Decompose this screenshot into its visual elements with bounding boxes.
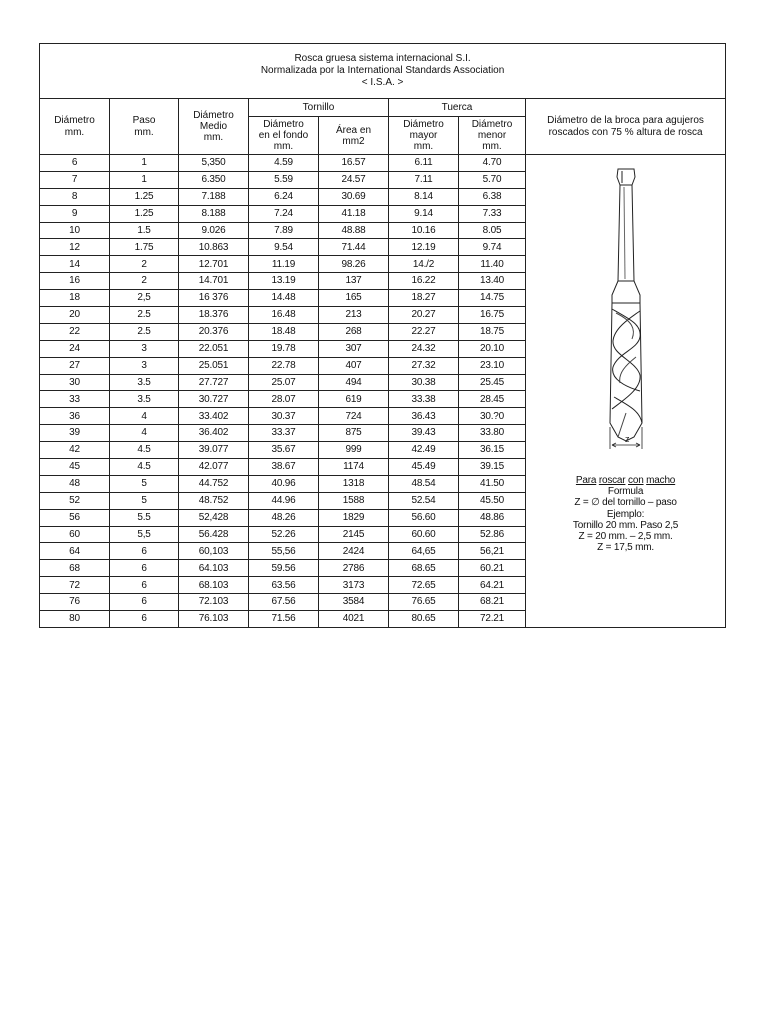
table-cell: 8	[40, 188, 110, 205]
table-cell: 52.26	[249, 526, 319, 543]
table-cell: 16 376	[179, 290, 249, 307]
table-cell: 14.48	[249, 290, 319, 307]
tapping-note	[526, 475, 725, 553]
table-cell: 875	[319, 425, 389, 442]
table-cell: 24	[40, 340, 110, 357]
table-cell: 2145	[319, 526, 389, 543]
table-cell: 36.15	[459, 442, 526, 459]
table-cell: 619	[319, 391, 389, 408]
table-cell: 18.48	[249, 323, 319, 340]
table-cell: 1.25	[110, 205, 179, 222]
table-cell: 80.65	[389, 611, 459, 628]
title-line-1: Rosca gruesa sistema internacional S.I.	[294, 53, 471, 64]
table-cell: 16.75	[459, 307, 526, 324]
table-cell: 55,56	[249, 543, 319, 560]
example-label: Ejemplo:	[606, 508, 645, 520]
table-cell: 2,5	[110, 290, 179, 307]
table-cell: 5.5	[110, 509, 179, 526]
table-cell: 33.38	[389, 391, 459, 408]
table-cell: 98.26	[319, 256, 389, 273]
table-cell: 16.22	[389, 273, 459, 290]
table-cell: 18.75	[459, 323, 526, 340]
table-cell: 4.5	[110, 459, 179, 476]
table-cell: 6.24	[249, 188, 319, 205]
table-cell: 1	[110, 155, 179, 172]
table-cell: 68.103	[179, 577, 249, 594]
table-cell: 9	[40, 205, 110, 222]
table-cell: 28.07	[249, 391, 319, 408]
header-diametro-menor: Diámetro menor mm.	[459, 117, 526, 155]
example-line-3: Z = 17,5 mm.	[597, 542, 654, 554]
example-line-2: Z = 20 mm. – 2,5 mm.	[578, 531, 673, 543]
header-paso: Paso mm.	[110, 99, 179, 155]
table-cell: 42.077	[179, 459, 249, 476]
table-cell: 3	[110, 357, 179, 374]
header-diametro-mayor: Diámetro mayor mm.	[389, 117, 459, 155]
table-cell: 44.752	[179, 475, 249, 492]
table-cell: 30.69	[319, 188, 389, 205]
table-cell: 1588	[319, 492, 389, 509]
table-cell: 3584	[319, 594, 389, 611]
formula: Z = ∅ del tornillo – paso	[574, 497, 677, 509]
table-cell: 137	[319, 273, 389, 290]
table-cell: 14.701	[179, 273, 249, 290]
drill-dimension-label: z	[624, 434, 629, 444]
table-cell: 307	[319, 340, 389, 357]
table-cell: 39.15	[459, 459, 526, 476]
table-cell: 8.05	[459, 222, 526, 239]
table-cell: 22.051	[179, 340, 249, 357]
title-line-3: < I.S.A. >	[361, 77, 404, 88]
table-cell: 18.376	[179, 307, 249, 324]
table-cell: 39.43	[389, 425, 459, 442]
table-cell: 5	[110, 492, 179, 509]
table-cell: 16	[40, 273, 110, 290]
table-cell: 724	[319, 408, 389, 425]
table-cell: 63.56	[249, 577, 319, 594]
table-cell: 71.56	[249, 611, 319, 628]
table-cell: 7	[40, 171, 110, 188]
table-cell: 4.59	[249, 155, 319, 172]
table-cell: 7.33	[459, 205, 526, 222]
header-tuerca: Tuerca	[389, 99, 526, 117]
table-cell: 30.?0	[459, 408, 526, 425]
table-cell: 6	[110, 611, 179, 628]
table-cell: 22.78	[249, 357, 319, 374]
table-cell: 22.27	[389, 323, 459, 340]
table-cell: 48.86	[459, 509, 526, 526]
table-cell: 36.402	[179, 425, 249, 442]
table-cell: 68.65	[389, 560, 459, 577]
table-cell: 2424	[319, 543, 389, 560]
table-cell: 7.89	[249, 222, 319, 239]
table-cell: 1318	[319, 475, 389, 492]
table-cell: 60.21	[459, 560, 526, 577]
table-cell: 27.32	[389, 357, 459, 374]
table-cell: 48.88	[319, 222, 389, 239]
table-cell: 14.75	[459, 290, 526, 307]
table-cell: 10.863	[179, 239, 249, 256]
table-cell: 10.16	[389, 222, 459, 239]
table-cell: 6	[110, 577, 179, 594]
table-cell: 45.49	[389, 459, 459, 476]
table-cell: 1.25	[110, 188, 179, 205]
table-cell: 33	[40, 391, 110, 408]
table-cell: 6	[110, 594, 179, 611]
table-cell: 8.188	[179, 205, 249, 222]
table-cell: 72	[40, 577, 110, 594]
table-cell: 72.21	[459, 611, 526, 628]
table-cell: 36	[40, 408, 110, 425]
header-area: Área en mm2	[319, 117, 389, 155]
table-cell: 38.67	[249, 459, 319, 476]
table-cell: 3	[110, 340, 179, 357]
table-cell: 1.75	[110, 239, 179, 256]
table-cell: 23.10	[459, 357, 526, 374]
table-cell: 3173	[319, 577, 389, 594]
header-diametro-medio: Diámetro Medio mm.	[179, 99, 249, 155]
table-cell: 42	[40, 442, 110, 459]
table-cell: 52	[40, 492, 110, 509]
table-cell: 2	[110, 256, 179, 273]
note-heading: Para roscar con macho	[575, 475, 676, 486]
table-cell: 56,21	[459, 543, 526, 560]
table-cell: 13.40	[459, 273, 526, 290]
table-cell: 30.38	[389, 374, 459, 391]
table-cell: 60,103	[179, 543, 249, 560]
table-cell: 30.37	[249, 408, 319, 425]
table-cell: 4.5	[110, 442, 179, 459]
table-cell: 41.18	[319, 205, 389, 222]
table-cell: 8.14	[389, 188, 459, 205]
table-cell: 14	[40, 256, 110, 273]
table-cell: 13.19	[249, 273, 319, 290]
table-cell: 4.70	[459, 155, 526, 172]
header-diametro-fondo: Diámetro en el fondo mm.	[249, 117, 319, 155]
table-cell: 213	[319, 307, 389, 324]
table-cell: 20.376	[179, 323, 249, 340]
table-cell: 64,65	[389, 543, 459, 560]
table-cell: 16.57	[319, 155, 389, 172]
table-cell: 3.5	[110, 391, 179, 408]
table-title	[40, 44, 726, 99]
table-cell: 5,350	[179, 155, 249, 172]
table-cell: 12.701	[179, 256, 249, 273]
table-cell: 25.051	[179, 357, 249, 374]
table-cell: 1829	[319, 509, 389, 526]
table-cell: 40.96	[249, 475, 319, 492]
table-cell: 33.80	[459, 425, 526, 442]
table-cell: 2.5	[110, 307, 179, 324]
table-cell: 6.350	[179, 171, 249, 188]
table-cell: 48	[40, 475, 110, 492]
table-cell: 72.65	[389, 577, 459, 594]
table-cell: 4021	[319, 611, 389, 628]
table-cell: 52.86	[459, 526, 526, 543]
table-cell: 268	[319, 323, 389, 340]
formula-label: Formula	[607, 486, 644, 498]
table-cell: 72.103	[179, 594, 249, 611]
table-cell: 30.727	[179, 391, 249, 408]
table-cell: 67.56	[249, 594, 319, 611]
table-cell: 165	[319, 290, 389, 307]
table-cell: 22	[40, 323, 110, 340]
table-cell: 52.54	[389, 492, 459, 509]
table-cell: 25.07	[249, 374, 319, 391]
table-cell: 5	[110, 475, 179, 492]
table-cell: 3.5	[110, 374, 179, 391]
table-cell: 20	[40, 307, 110, 324]
title-line-2: Normalizada por la International Standards Association	[260, 65, 505, 76]
table-cell: 45	[40, 459, 110, 476]
table-cell: 24.32	[389, 340, 459, 357]
table-cell: 39.077	[179, 442, 249, 459]
table-cell: 35.67	[249, 442, 319, 459]
table-cell: 5.70	[459, 171, 526, 188]
table-cell: 407	[319, 357, 389, 374]
table-cell: 68	[40, 560, 110, 577]
drill-bit-icon	[566, 161, 686, 453]
table-cell: 12	[40, 239, 110, 256]
table-cell: 80	[40, 611, 110, 628]
table-cell: 24.57	[319, 171, 389, 188]
table-cell: 9.74	[459, 239, 526, 256]
table-cell: 18	[40, 290, 110, 307]
table-cell: 60.60	[389, 526, 459, 543]
table-cell: 45.50	[459, 492, 526, 509]
drill-panel	[526, 155, 726, 628]
table-cell: 52,428	[179, 509, 249, 526]
table-cell: 6	[110, 543, 179, 560]
table-cell: 6	[40, 155, 110, 172]
table-cell: 56.428	[179, 526, 249, 543]
table-cell: 1	[110, 171, 179, 188]
table-cell: 27.727	[179, 374, 249, 391]
header-diametro: Diámetro mm.	[40, 99, 110, 155]
table-cell: 36.43	[389, 408, 459, 425]
table-cell: 39	[40, 425, 110, 442]
table-cell: 59.56	[249, 560, 319, 577]
table-cell: 76.65	[389, 594, 459, 611]
table-cell: 9.026	[179, 222, 249, 239]
table-cell: 64.103	[179, 560, 249, 577]
table-cell: 56	[40, 509, 110, 526]
table-cell: 41.50	[459, 475, 526, 492]
table-cell: 2.5	[110, 323, 179, 340]
table-cell: 33.402	[179, 408, 249, 425]
table-cell: 76	[40, 594, 110, 611]
table-cell: 1.5	[110, 222, 179, 239]
table-cell: 20.27	[389, 307, 459, 324]
table-cell: 5.59	[249, 171, 319, 188]
table-cell: 20.10	[459, 340, 526, 357]
header-broca: Diámetro de la broca para agujeros roscados con 75 % altura de rosca	[526, 99, 726, 155]
table-cell: 60	[40, 526, 110, 543]
table-cell: 27	[40, 357, 110, 374]
table-cell: 9.54	[249, 239, 319, 256]
table-cell: 18.27	[389, 290, 459, 307]
table-cell: 2786	[319, 560, 389, 577]
table-cell: 11.40	[459, 256, 526, 273]
table-cell: 4	[110, 425, 179, 442]
table-cell: 64.21	[459, 577, 526, 594]
table-cell: 76.103	[179, 611, 249, 628]
table-cell: 25.45	[459, 374, 526, 391]
table-cell: 64	[40, 543, 110, 560]
table-cell: 48.752	[179, 492, 249, 509]
table-cell: 7.188	[179, 188, 249, 205]
table-cell: 14./2	[389, 256, 459, 273]
table-cell: 68.21	[459, 594, 526, 611]
table-cell: 42.49	[389, 442, 459, 459]
table-cell: 33.37	[249, 425, 319, 442]
table-cell: 6.11	[389, 155, 459, 172]
table-cell: 12.19	[389, 239, 459, 256]
table-cell: 71.44	[319, 239, 389, 256]
table-cell: 6.38	[459, 188, 526, 205]
table-cell: 28.45	[459, 391, 526, 408]
table-cell: 1174	[319, 459, 389, 476]
table-cell: 19.78	[249, 340, 319, 357]
table-cell: 494	[319, 374, 389, 391]
table-cell: 9.14	[389, 205, 459, 222]
table-cell: 30	[40, 374, 110, 391]
table-cell: 7.11	[389, 171, 459, 188]
table-cell: 44.96	[249, 492, 319, 509]
thread-table	[39, 43, 726, 628]
table-cell: 10	[40, 222, 110, 239]
table-cell: 7.24	[249, 205, 319, 222]
table-cell: 56.60	[389, 509, 459, 526]
header-tornillo: Tornillo	[249, 99, 389, 117]
example-line-1: Tornillo 20 mm. Paso 2,5	[572, 519, 679, 531]
table-row	[40, 155, 726, 172]
table-cell: 48.26	[249, 509, 319, 526]
table-cell: 2	[110, 273, 179, 290]
table-cell: 11.19	[249, 256, 319, 273]
table-cell: 4	[110, 408, 179, 425]
table-cell: 48.54	[389, 475, 459, 492]
table-cell: 999	[319, 442, 389, 459]
table-cell: 6	[110, 560, 179, 577]
table-cell: 5,5	[110, 526, 179, 543]
table-cell: 16.48	[249, 307, 319, 324]
